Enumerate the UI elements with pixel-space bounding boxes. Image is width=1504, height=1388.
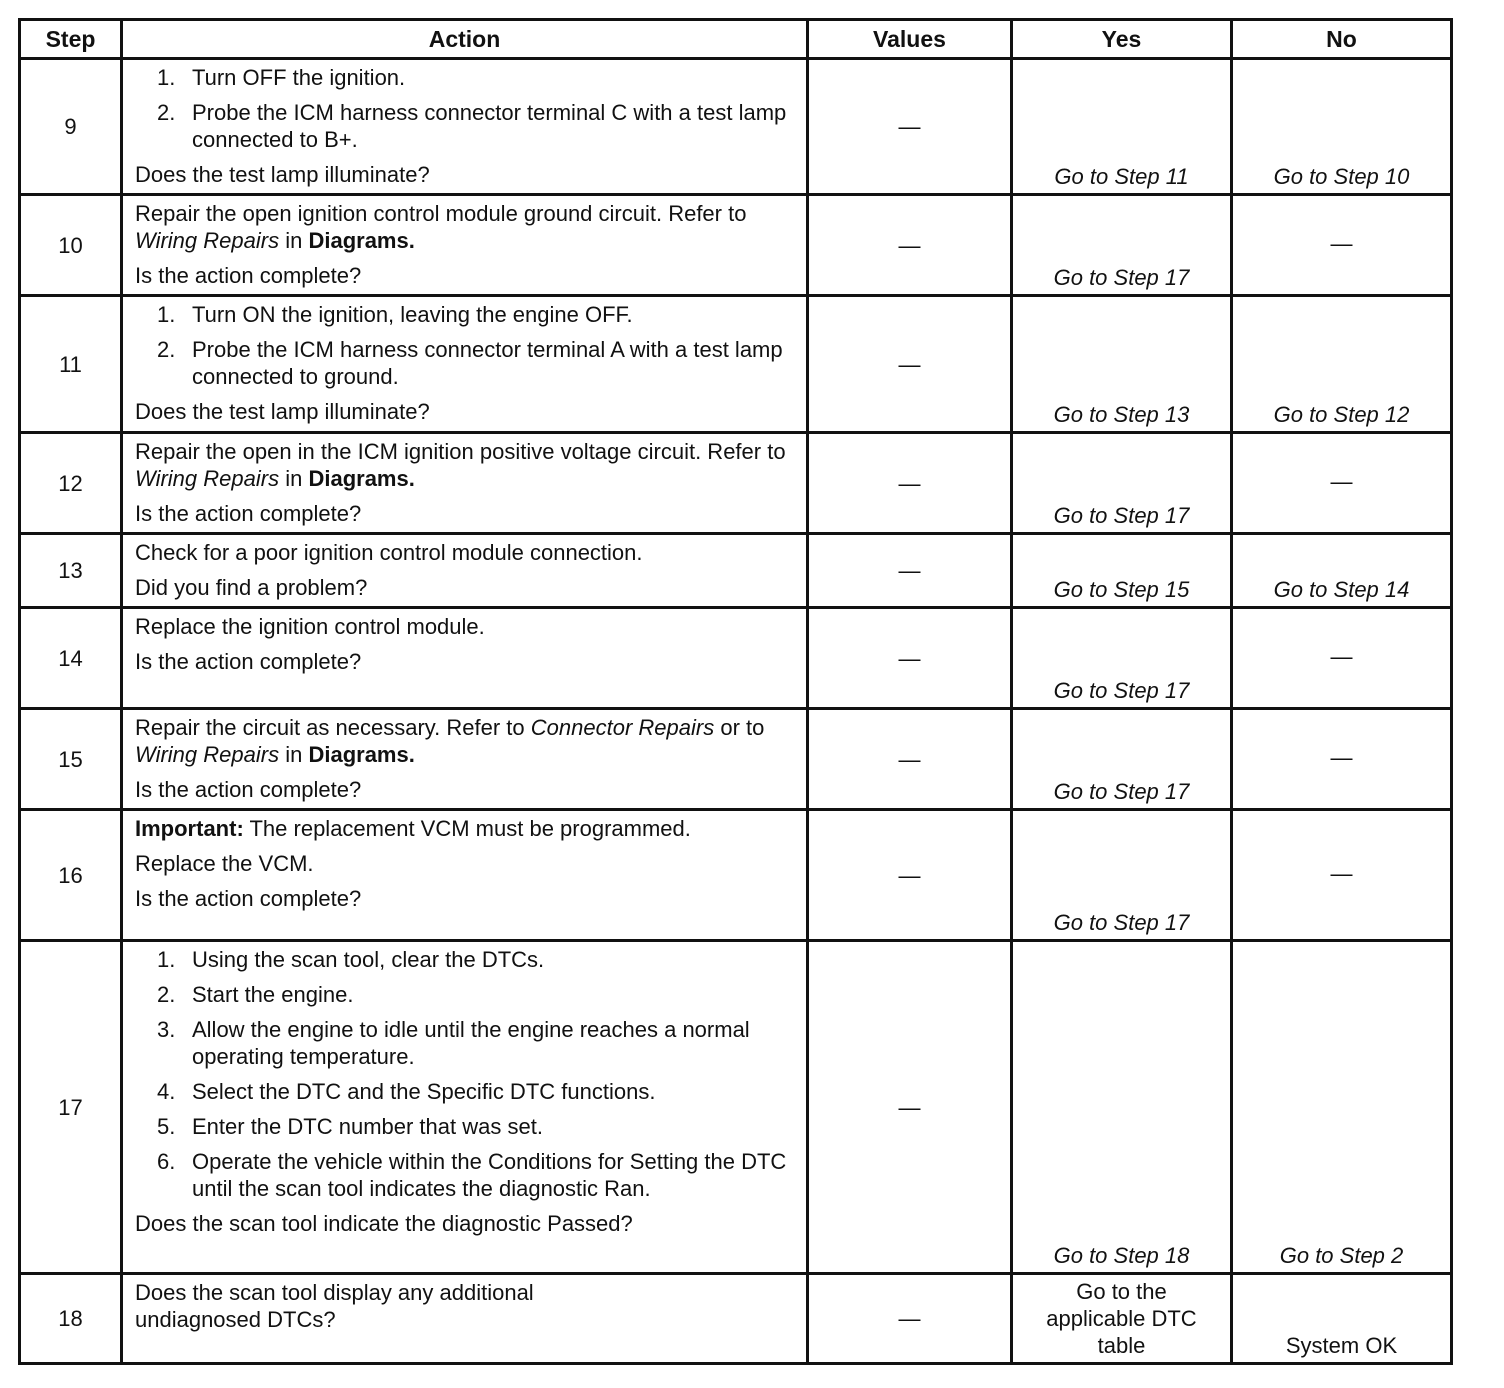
no-cell: — — [1232, 433, 1452, 534]
header-values: Values — [808, 20, 1012, 59]
table-row-step-14 — [20, 608, 1452, 709]
action-question: Is the action complete? — [135, 649, 362, 674]
diagnostic-table — [18, 18, 1453, 1365]
step-number: 12 — [20, 433, 122, 534]
action-cell — [122, 195, 808, 296]
table-row-step-16 — [20, 810, 1452, 941]
values-cell: — — [808, 709, 1012, 810]
values-cell: — — [808, 534, 1012, 608]
wiring-repairs-ref: Wiring Repairs — [135, 228, 280, 253]
action-question: Does the scan tool indicate the diagnostic Passed? — [135, 1211, 633, 1236]
action-cell — [122, 608, 808, 709]
step-number: 11 — [20, 296, 122, 433]
no-cell: System OK — [1232, 1274, 1452, 1364]
step-number: 17 — [20, 941, 122, 1274]
yes-cell: Go to Step 17 — [1012, 810, 1232, 941]
action-question: Does the scan tool display any additional undiagnosed DTCs? — [135, 1280, 534, 1332]
connector-repairs-ref: Connector Repairs — [530, 715, 715, 740]
header-no: No — [1232, 20, 1452, 59]
yes-cell: Go to Step 13 — [1012, 296, 1232, 433]
action-cell — [122, 59, 808, 195]
action-cell — [122, 296, 808, 433]
yes-cell: Go to Step 18 — [1012, 941, 1232, 1274]
action-list — [135, 64, 796, 153]
values-cell: — — [808, 810, 1012, 941]
table-row-step-9 — [20, 59, 1452, 195]
no-cell: — — [1232, 810, 1452, 941]
yes-cell: Go to the applicable DTC table — [1012, 1274, 1232, 1364]
values-cell: — — [808, 59, 1012, 195]
action-item: 1. Turn ON the ignition, leaving the engine OFF. — [157, 302, 633, 327]
action-item: 5. Enter the DTC number that was set. — [157, 1114, 543, 1139]
no-cell: Go to Step 14 — [1232, 534, 1452, 608]
action-question: Does the test lamp illuminate? — [135, 399, 430, 424]
action-question: Is the action complete? — [135, 501, 362, 526]
action-item: 2. Start the engine. — [157, 982, 354, 1007]
important-note: Important: The replacement VCM must be programmed. — [135, 816, 691, 841]
yes-cell: Go to Step 17 — [1012, 433, 1232, 534]
no-cell: — — [1232, 709, 1452, 810]
header-row — [20, 20, 1452, 59]
action-cell — [122, 810, 808, 941]
action-cell — [122, 709, 808, 810]
header-action: Action — [122, 20, 808, 59]
yes-cell: Go to Step 17 — [1012, 195, 1232, 296]
values-cell: — — [808, 1274, 1012, 1364]
step-number: 16 — [20, 810, 122, 941]
action-text: Replace the VCM. — [135, 851, 314, 876]
step-number: 14 — [20, 608, 122, 709]
no-cell: — — [1232, 195, 1452, 296]
action-item: 1. Turn OFF the ignition. — [157, 65, 406, 90]
action-cell — [122, 1274, 808, 1364]
action-cell — [122, 941, 808, 1274]
action-item: 4. Select the DTC and the Specific DTC functions. — [157, 1079, 656, 1104]
no-cell: Go to Step 10 — [1232, 59, 1452, 195]
table-row-step-17 — [20, 941, 1452, 1274]
no-cell: Go to Step 2 — [1232, 941, 1452, 1274]
action-item: 2. Probe the ICM harness connector terminal C with a test lamp connected to B+. — [157, 100, 787, 152]
values-cell: — — [808, 296, 1012, 433]
step-number: 15 — [20, 709, 122, 810]
no-cell: — — [1232, 608, 1452, 709]
yes-cell: Go to Step 11 — [1012, 59, 1232, 195]
action-text: Repair the open ignition control module ground circuit. Refer to Wiring Repairs in Diagrams. — [135, 201, 747, 253]
action-item: 2. Probe the ICM harness connector terminal A with a test lamp connected to ground. — [157, 337, 783, 389]
action-text: Repair the circuit as necessary. Refer to Connector Repairs or to Wiring Repairs in Diagrams. — [135, 715, 765, 767]
action-question: Does the test lamp illuminate? — [135, 162, 430, 187]
table-row-step-18 — [20, 1274, 1452, 1364]
table-row-step-10 — [20, 195, 1452, 296]
table-row-step-15 — [20, 709, 1452, 810]
action-cell — [122, 433, 808, 534]
header-yes: Yes — [1012, 20, 1232, 59]
values-cell: — — [808, 941, 1012, 1274]
wiring-repairs-ref: Wiring Repairs — [135, 466, 280, 491]
values-cell: — — [808, 608, 1012, 709]
action-list — [135, 946, 796, 1202]
step-number: 13 — [20, 534, 122, 608]
no-cell: Go to Step 12 — [1232, 296, 1452, 433]
action-item: 1. Using the scan tool, clear the DTCs. — [157, 947, 545, 972]
table-row-step-12 — [20, 433, 1452, 534]
wiring-repairs-ref: Wiring Repairs — [135, 742, 280, 767]
values-cell: — — [808, 195, 1012, 296]
header-step: Step — [20, 20, 122, 59]
table-row-step-13 — [20, 534, 1452, 608]
action-text: Repair the open in the ICM ignition positive voltage circuit. Refer to Wiring Repairs in Diagrams. — [135, 439, 786, 491]
yes-cell: Go to Step 15 — [1012, 534, 1232, 608]
action-question: Is the action complete? — [135, 777, 362, 802]
action-item: 6. Operate the vehicle within the Conditions for Setting the DTC until the scan tool indicates the diagnostic Ran. — [157, 1149, 787, 1201]
step-number: 9 — [20, 59, 122, 195]
step-number: 18 — [20, 1274, 122, 1364]
action-text: Check for a poor ignition control module connection. — [135, 540, 643, 565]
action-question: Is the action complete? — [135, 886, 362, 911]
table-row-step-11 — [20, 296, 1452, 433]
action-question: Did you find a problem? — [135, 575, 368, 600]
step-number: 10 — [20, 195, 122, 296]
action-cell — [122, 534, 808, 608]
values-cell: — — [808, 433, 1012, 534]
yes-cell: Go to Step 17 — [1012, 608, 1232, 709]
action-list — [135, 301, 796, 390]
yes-cell: Go to Step 17 — [1012, 709, 1232, 810]
action-item: 3. Allow the engine to idle until the engine reaches a normal operating temperature. — [157, 1017, 750, 1069]
action-question: Is the action complete? — [135, 263, 362, 288]
action-text: Replace the ignition control module. — [135, 614, 485, 639]
